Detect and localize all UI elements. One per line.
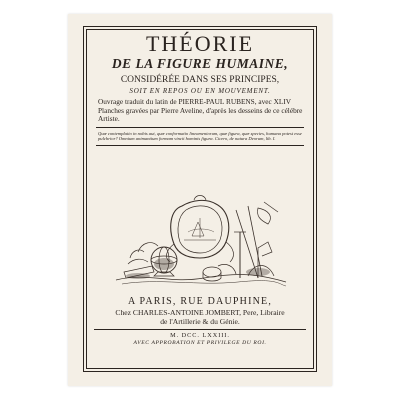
description: Ouvrage traduit du latin de PIERRE-PAUL RUBENS, avec XLIV Planches gravées par Pierre Aveline, d'après les desseins de ce célébre Artiste. [98,97,303,124]
title-page [68,14,332,386]
title-block [88,30,312,146]
divider [94,329,306,330]
latin-quote: Quæ contemplatio in nobis aut, quæ conformatio lineamentorum, quæ figura, quæ species, humana potest esse pulchrior? Omnium animantium formam vincit hominis figura. Cicero, de natura Deorum, lib. I. [98,130,302,142]
imprint-block [88,296,312,347]
divider [96,145,304,146]
engraved-vignette [108,192,292,288]
imprint-publisher: Chez CHARLES-ANTOINE JOMBERT, Pere, Libraire [115,308,285,317]
divider [96,127,304,128]
title-line-4: SOIT EN REPOS OU EN MOUVEMENT. [129,87,271,95]
title-line-1: THÉORIE [145,31,255,56]
title-line-3: CONSIDÉRÉE DANS SES PRINCIPES, [120,75,280,85]
title-line-2: DE LA FIGURE HUMAINE, [111,56,289,71]
imprint-publisher-2: de l'Artillerie & du Génie. [160,317,240,326]
imprint-year: M. DCC. LXXIII. [170,332,230,339]
imprint-city: A PARIS, RUE DAUPHINE, [127,296,273,307]
imprint-privilege: AVEC APPROBATION ET PRIVILEGE DU ROI. [133,340,267,346]
